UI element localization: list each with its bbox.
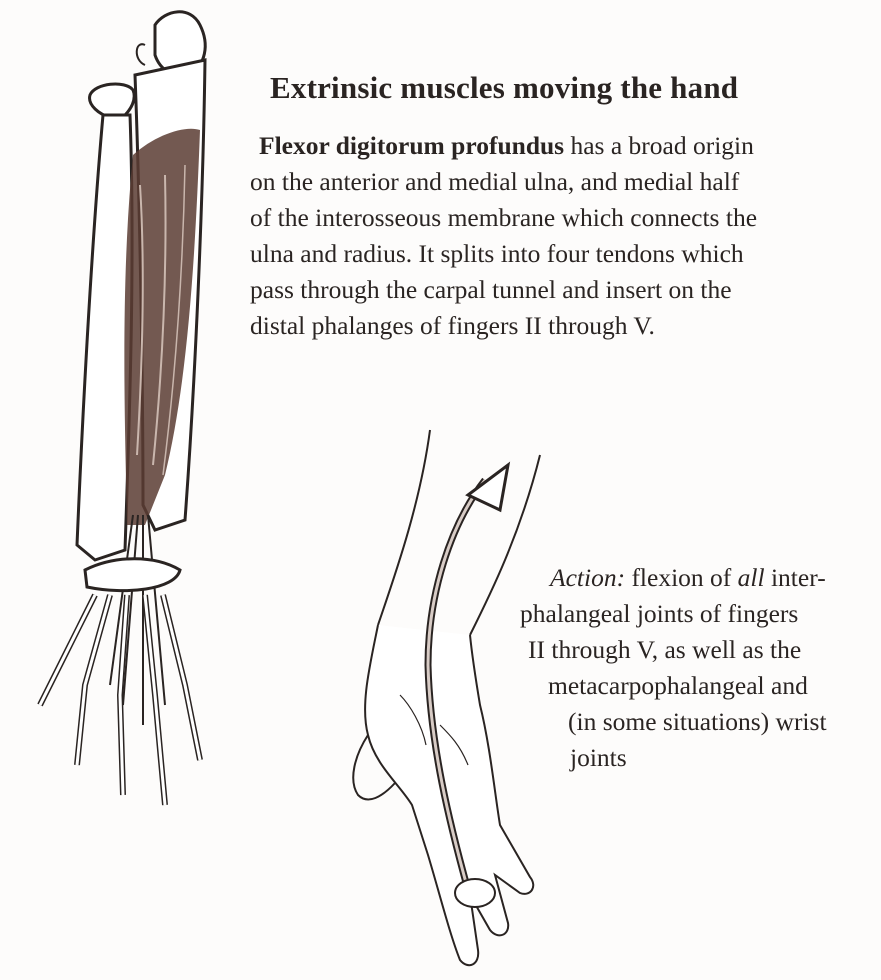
muscle-description [250,128,860,344]
action-line-4: metacarpophalangeal and [548,671,808,700]
action-line-6: joints [570,743,627,772]
forearm-muscle-illustration [15,5,230,815]
description-line-6: distal phalanges of fingers II through V. [250,311,655,340]
action-line-2: phalangeal joints of fingers [520,599,799,628]
description-line-5: pass through the carpal tunnel and insert on the [250,275,732,304]
action-line-1-post: inter- [764,563,826,592]
muscle-name: Flexor digitorum profundus [259,131,565,160]
action-line-3: II through V, as well as the [528,635,802,664]
description-line-2: on the anterior and medial ulna, and medial half [250,167,740,196]
action-line-1-pre: flexion of [625,563,738,592]
description-line-1-rest: has a broad origin [564,131,754,160]
action-line-1 [520,560,880,596]
description-line-1 [250,128,860,164]
action-label: Action: [550,563,626,592]
action-emphasis: all [737,563,765,592]
action-description [520,560,880,776]
page-title: Extrinsic muscles moving the hand [270,70,739,105]
description-line-4: ulna and radius. It splits into four tendons which [250,239,744,268]
action-line-5: (in some situations) wrist [568,707,827,736]
description-line-3: of the interosseous membrane which connects the [250,203,758,232]
